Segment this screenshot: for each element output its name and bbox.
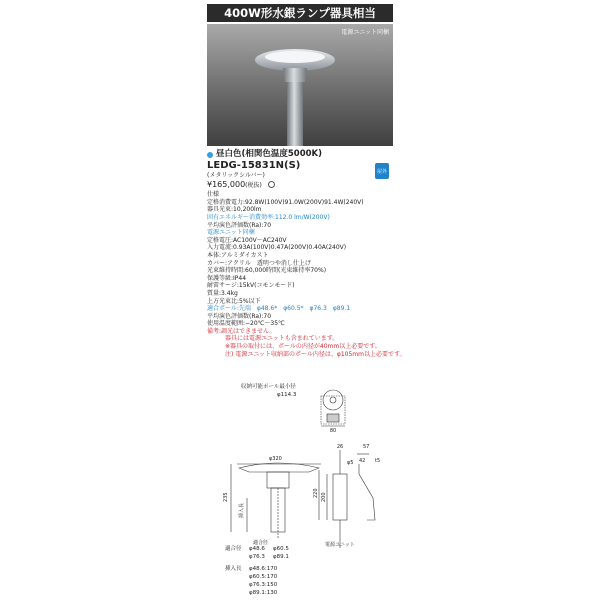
spec-line: 平均演色評価数(Ra):70 <box>207 312 272 320</box>
dim-320: φ320 <box>269 456 282 462</box>
spec-line: 平均演色評価数(Ra):70 <box>207 221 272 229</box>
dim-42: 42 <box>359 458 366 464</box>
dim-t5: t5 <box>375 458 381 464</box>
dimension-drawing <box>207 378 393 600</box>
color-dot-icon <box>207 152 213 158</box>
insert-value-4: φ89.1:130 <box>249 590 278 596</box>
spec-line: 本体:アルミダイカスト <box>207 251 269 259</box>
insert-length-label: 挿入長 <box>239 502 245 518</box>
outdoor-badge-icon <box>375 163 389 179</box>
pole-min-label: 収納可能ポール最小径 <box>241 384 296 390</box>
spec-line: 光束維持時間:60,000時間(光束維持率70%) <box>207 267 327 275</box>
spec-line: 上方光束比:5%以下 <box>207 297 261 305</box>
insert-value-2: φ60.5:170 <box>249 574 278 580</box>
dim-200: 200 <box>321 492 327 502</box>
color-title-text: 昼白色(相関色温度5000K) <box>216 149 323 159</box>
pole-min-value: φ114.3 <box>277 392 297 398</box>
spec-list <box>207 191 406 358</box>
circle-icon <box>268 181 275 188</box>
fit-diameter-label: 適合径 <box>253 540 269 546</box>
dim-235: 235 <box>223 492 229 502</box>
spec-line: 注) 電源ユニット収納部のポール内径は、φ105mm以上必要です。 <box>225 350 406 358</box>
spec-line: 固有エネルギー消費効率:112.0 lm/W(200V) <box>207 213 330 221</box>
insert-table-title: 挿入長 <box>225 566 242 572</box>
spec-line: 仕様 <box>207 191 220 199</box>
spec-line: 定格消費電力:92.8W(100V)91.0W(200V)91.4W(240V) <box>207 198 364 206</box>
spec-line: 使用温度範囲:−20℃〜35℃ <box>207 320 285 328</box>
fit-value-4: φ89.1 <box>273 554 289 560</box>
lamp-image <box>207 24 393 146</box>
spec-line: 耐雷サージ:15kV(コモンモード) <box>207 282 295 290</box>
product-photo <box>207 24 393 146</box>
fit-table-title: 適合径 <box>225 546 242 552</box>
insert-value-3: φ76.3:150 <box>249 582 278 588</box>
fit-value-3: φ76.3 <box>249 554 265 560</box>
price-value: ¥165,000 <box>207 180 246 190</box>
spec-line: 入力電流:0.93A(100V)0.47A(200V)0.40A(240V) <box>207 244 347 252</box>
dim-220: 220 <box>313 488 319 498</box>
dim-57: 57 <box>363 444 370 450</box>
page-title: 400W形水銀ランプ器具相当 <box>207 4 393 22</box>
spec-line: ※器具の取付には、ポールの内径が40mm以上必要です。 <box>225 343 381 351</box>
spec-line: カバー:アクリル 透明つや消し仕上げ <box>207 259 311 267</box>
spec-line: 定格電圧:AC100V〜AC240V <box>207 236 287 244</box>
model-number: LEDG-15831N(S) <box>207 159 301 171</box>
dim-phi5: φ5 <box>347 460 354 466</box>
finish-text: (メタリックシルバー) <box>207 171 265 179</box>
insert-value-1: φ48.6:170 <box>249 566 278 572</box>
spec-line: 器具には電源ユニットも含まれています。 <box>225 335 339 343</box>
price-tax: (税抜) <box>245 182 262 190</box>
spec-line: 適合ポール:先端 φ48.6* φ60.5* φ76.3 φ89.1 <box>207 305 351 313</box>
badge-text: 屋外 <box>376 169 388 175</box>
spec-line: 保護等級:IP44 <box>207 274 247 282</box>
fit-value-1: φ48.6 <box>249 546 265 552</box>
photo-note: 電源ユニット同梱 <box>341 29 389 36</box>
fit-value-2: φ60.5 <box>273 546 289 552</box>
spec-line: 備考:調光はできません。 <box>207 327 276 335</box>
spec-line: 電源ユニット同梱 <box>207 229 255 237</box>
spec-line: 器具光束:10,200lm <box>207 206 262 214</box>
spec-block <box>207 149 406 358</box>
spec-line: 質量:3.4kg <box>207 289 238 297</box>
psu-label: 電源ユニット <box>325 542 355 548</box>
dim-80: 80 <box>329 428 337 434</box>
dim-26: 26 <box>336 444 344 450</box>
color-title <box>207 151 393 159</box>
price <box>207 180 393 191</box>
